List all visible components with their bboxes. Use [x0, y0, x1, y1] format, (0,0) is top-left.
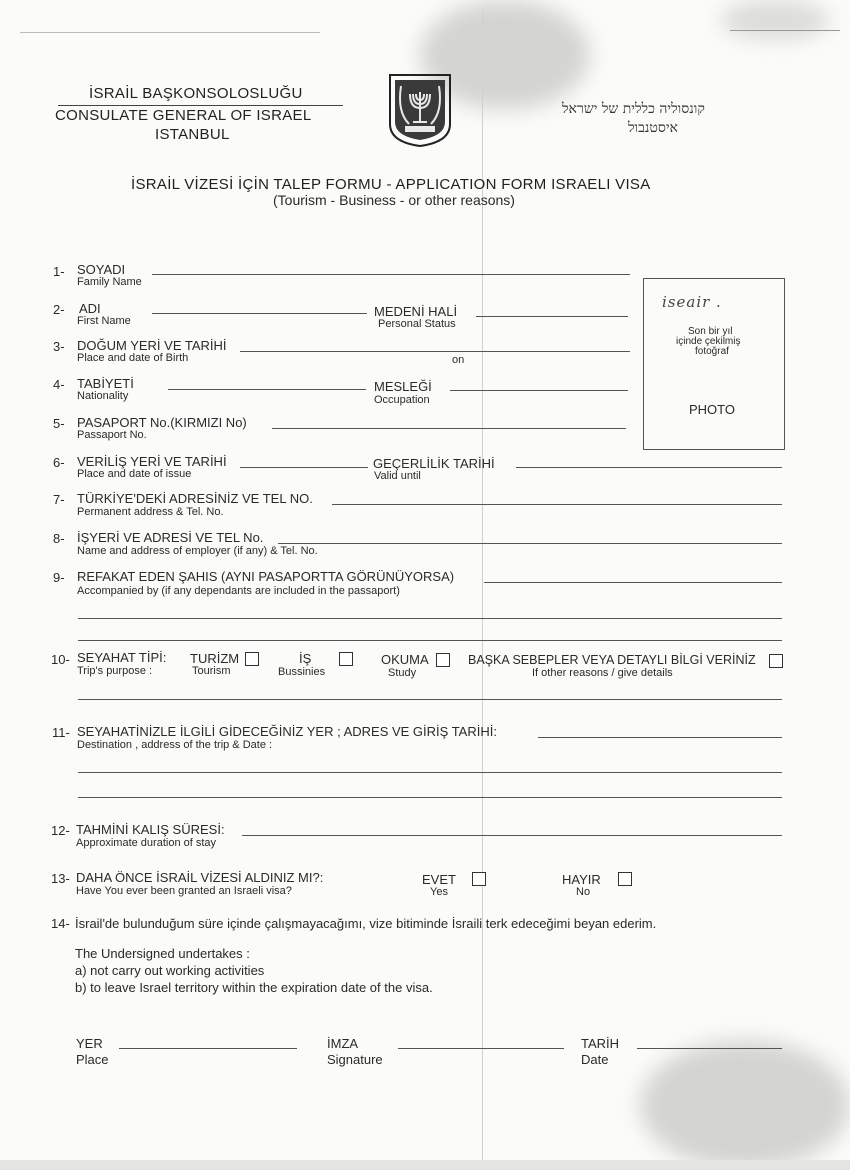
no-checkbox[interactable]: [618, 872, 632, 886]
photo-handwriting: iseair .: [662, 293, 722, 311]
field-number: 13-: [51, 871, 70, 886]
family-name-field[interactable]: [152, 274, 630, 275]
field-number: 9-: [53, 570, 65, 585]
study-option-label-en: Study: [388, 667, 417, 679]
accompanied-field-line2[interactable]: [78, 618, 782, 619]
undertaking-intro: The Undersigned undertakes :: [75, 946, 250, 961]
passport-field[interactable]: [272, 428, 626, 429]
destination-label-en: Destination , address of the trip & Date :: [77, 739, 273, 751]
accompanied-label-en: Accompanied by (if any dependants are included in the passaport): [77, 585, 400, 597]
first-name-label: ADI: [79, 301, 101, 316]
yes-checkbox[interactable]: [472, 872, 486, 886]
issue-label-en: Place and date of issue: [77, 468, 192, 480]
family-name-label-en: Family Name: [77, 276, 142, 288]
consulate-city: ISTANBUL: [155, 126, 230, 143]
other-reason-option-label-en: If other reasons / give details: [532, 667, 673, 679]
destination-field[interactable]: [538, 737, 782, 738]
valid-until-label: GEÇERLİLİK TARİHİ: [373, 456, 495, 471]
marital-status-label: MEDENİ HALİ: [374, 304, 458, 319]
other-reason-details-field[interactable]: [78, 699, 782, 700]
place-label-en: Place: [76, 1052, 109, 1067]
form-subtitle: (Tourism - Business - or other reasons): [273, 192, 515, 208]
passport-label: PASAPORT No.(KIRMIZI No): [77, 415, 247, 430]
family-name-label: SOYADI: [77, 262, 126, 277]
valid-until-field[interactable]: [516, 467, 782, 468]
other-reason-option-label: BAŞKA SEBEPLER VEYA DETAYLI BİLGİ VERİNİZ: [468, 653, 756, 667]
israel-emblem-icon: [387, 72, 453, 148]
place-label: YER: [76, 1036, 103, 1051]
field-number: 5-: [53, 416, 65, 431]
address-field[interactable]: [332, 504, 782, 505]
trip-purpose-label-en: Trip's purpose :: [77, 665, 153, 677]
field-number: 2-: [53, 302, 65, 317]
consulate-name-tr: İSRAİL BAŞKONSOLOSLUĞU: [89, 85, 303, 102]
duration-label-en: Approximate duration of stay: [76, 837, 217, 849]
duration-label: TAHMİNİ KALIŞ SÜRESİ:: [76, 822, 225, 837]
scan-shadow: [720, 0, 830, 40]
birth-field[interactable]: [240, 351, 630, 352]
address-label: TÜRKİYE'DEKİ ADRESİNİZ VE TEL NO.: [77, 491, 313, 506]
undertaking-item-b: b) to leave Israel territory within the expiration date of the visa.: [75, 980, 433, 995]
study-checkbox[interactable]: [436, 653, 450, 667]
accompanied-field-line3[interactable]: [78, 640, 782, 641]
first-name-field[interactable]: [152, 313, 367, 314]
field-number: 8-: [53, 531, 65, 546]
tourism-option-label: TURİZM: [190, 651, 240, 666]
previous-visa-label-en: Have You ever been granted an Israeli visa?: [76, 885, 292, 897]
yes-label-en: Yes: [430, 886, 448, 898]
field-number: 12-: [51, 823, 70, 838]
date-label: TARİH: [581, 1036, 620, 1051]
field-number: 6-: [53, 455, 65, 470]
other-reason-checkbox[interactable]: [769, 654, 783, 668]
destination-label: SEYAHATİNİZLE İLGİLİ GİDECEĞİNİZ YER ; ADRES VE GİRİŞ TARİHİ:: [77, 724, 497, 739]
header-divider: [58, 105, 343, 106]
business-option-label-en: Bussinies: [278, 666, 326, 678]
employer-label: İŞYERİ VE ADRESİ VE TEL No.: [77, 530, 264, 545]
previous-visa-label: DAHA ÖNCE İSRAİL VİZESİ ALDINIZ MI?:: [76, 870, 324, 885]
employer-field[interactable]: [278, 543, 782, 544]
declaration-text: İsrail'de bulunduğum süre içinde çalışmayacağımı, vize bitiminde İsraili terk edeceğimi beyan ederim.: [75, 916, 657, 931]
field-number: 4-: [53, 377, 65, 392]
signature-label-en: Signature: [327, 1052, 383, 1067]
tourism-checkbox[interactable]: [245, 652, 259, 666]
signature-field[interactable]: [398, 1048, 564, 1049]
no-label-en: No: [576, 886, 591, 898]
scan-edge-line: [20, 32, 320, 33]
photo-note-line1: Son bir yıl: [688, 326, 733, 337]
occupation-field[interactable]: [450, 390, 628, 391]
field-number: 7-: [53, 492, 65, 507]
marital-status-label-en: Personal Status: [378, 318, 456, 330]
date-field[interactable]: [637, 1048, 782, 1049]
occupation-label: MESLEĞİ: [374, 379, 432, 394]
place-field[interactable]: [119, 1048, 297, 1049]
consulate-name-he: קונסוליה כללית של ישראל: [562, 101, 705, 117]
issue-field[interactable]: [240, 467, 368, 468]
birth-on-label: on: [452, 354, 465, 366]
destination-field-line2[interactable]: [78, 772, 782, 773]
business-checkbox[interactable]: [339, 652, 353, 666]
consulate-name-en: CONSULATE GENERAL OF ISRAEL: [55, 107, 312, 124]
scan-edge-line: [730, 30, 840, 31]
nationality-label-en: Nationality: [77, 390, 129, 402]
field-number: 3-: [53, 339, 65, 354]
nationality-label: TABİYETİ: [77, 376, 134, 391]
field-number: 14-: [51, 916, 70, 931]
tourism-option-label-en: Tourism: [192, 665, 231, 677]
accompanied-field[interactable]: [484, 582, 782, 583]
photo-note-line2: içinde çekilmiş: [676, 336, 741, 347]
duration-field[interactable]: [242, 835, 782, 836]
photo-label: PHOTO: [689, 402, 735, 417]
address-label-en: Permanent address & Tel. No.: [77, 506, 224, 518]
marital-status-field[interactable]: [476, 316, 628, 317]
form-title: İSRAİL VİZESİ İÇİN TALEP FORMU - APPLICATION FORM ISRAELI VISA: [131, 176, 651, 193]
date-label-en: Date: [581, 1052, 609, 1067]
accompanied-label: REFAKAT EDEN ŞAHIS (AYNI PASAPORTTA GÖRÜNÜYORSA): [77, 569, 455, 584]
study-option-label: OKUMA: [381, 652, 429, 667]
employer-label-en: Name and address of employer (if any) & Tel. No.: [77, 545, 318, 557]
scan-shadow: [640, 1040, 850, 1170]
nationality-field[interactable]: [168, 389, 366, 390]
page-edge: [0, 1160, 850, 1170]
birth-label: DOĞUM YERİ VE TARİHİ: [77, 338, 227, 353]
trip-purpose-label: SEYAHAT TİPİ:: [77, 650, 167, 665]
no-label: HAYIR: [562, 872, 601, 887]
undertaking-item-a: a) not carry out working activities: [75, 963, 265, 978]
field-number: 11-: [52, 725, 70, 740]
passport-label-en: Passaport No.: [77, 429, 147, 441]
field-number: 1-: [53, 264, 65, 279]
business-option-label: İŞ: [299, 651, 312, 666]
field-number: 10-: [51, 652, 70, 667]
destination-field-line3[interactable]: [78, 797, 782, 798]
consulate-city-he: איסטנבול: [628, 120, 678, 136]
photo-note-line3: fotoğraf: [695, 346, 729, 357]
yes-label: EVET: [422, 872, 456, 887]
signature-label: İMZA: [327, 1036, 359, 1051]
first-name-label-en: First Name: [77, 315, 131, 327]
birth-label-en: Place and date of Birth: [77, 352, 189, 364]
issue-label: VERİLİŞ YERİ VE TARİHİ: [77, 454, 227, 469]
occupation-label-en: Occupation: [374, 394, 430, 406]
valid-until-label-en: Valid until: [374, 470, 421, 482]
